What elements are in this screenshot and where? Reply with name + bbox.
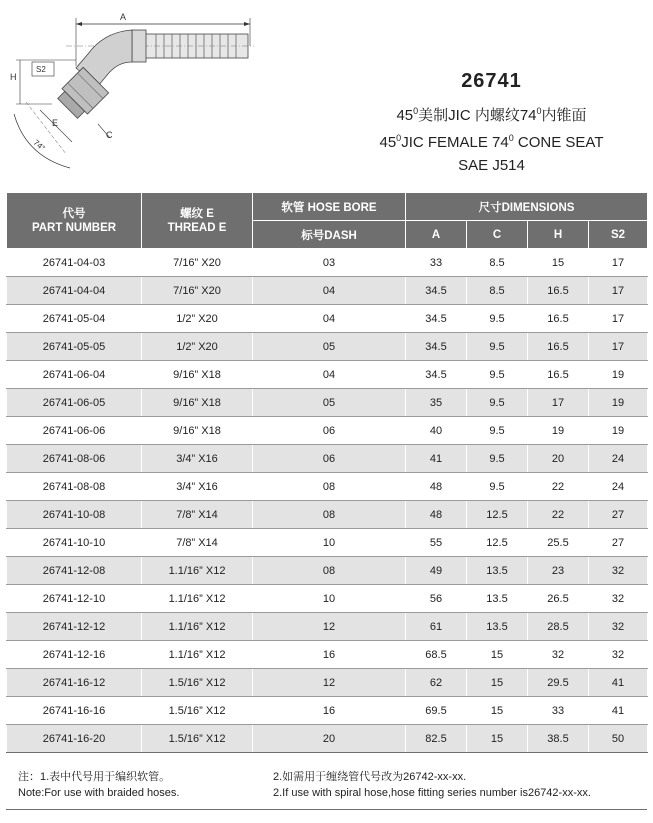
- cell-thread: 1/2” X20: [142, 305, 253, 333]
- column-header-thread: [142, 193, 253, 249]
- cell-h: 25.5: [528, 529, 589, 557]
- cell-s2: 17: [589, 249, 648, 277]
- cell-a: 62: [406, 669, 467, 697]
- cell-a: 34.5: [406, 305, 467, 333]
- dim-label-a: A: [120, 12, 127, 22]
- cell-h: 16.5: [528, 277, 589, 305]
- cell-thread: 1.5/16” X12: [142, 697, 253, 725]
- header-part-number-en: PART NUMBER: [31, 221, 117, 234]
- cell-s2: 50: [589, 725, 648, 753]
- dim-label-angle: 74°: [31, 138, 47, 153]
- cell-a: 34.5: [406, 361, 467, 389]
- note-1-cn: 注：1.表中代号用于编织软管。: [18, 771, 171, 783]
- title-en-angle: 45: [379, 134, 397, 151]
- cell-dash: 06: [253, 445, 406, 473]
- note-1: [18, 769, 179, 801]
- cell-h: 16.5: [528, 305, 589, 333]
- header-part-number-cn: 代号: [62, 207, 86, 220]
- cell-a: 33: [406, 249, 467, 277]
- cell-dash: 08: [253, 557, 406, 585]
- note-2-cn: 2.如需用于缠绕管代号改为26742-xx-xx.: [273, 771, 467, 783]
- cell-part: 26741-04-03: [7, 249, 142, 277]
- cell-dash: 04: [253, 305, 406, 333]
- table-row: [7, 585, 648, 613]
- cell-dash: 12: [253, 669, 406, 697]
- cell-c: 12.5: [467, 529, 528, 557]
- cell-part: 26741-04-04: [7, 277, 142, 305]
- cell-s2: 41: [589, 669, 648, 697]
- cell-c: 12.5: [467, 501, 528, 529]
- cell-h: 19: [528, 417, 589, 445]
- column-header-h: H: [528, 221, 589, 249]
- cell-dash: 08: [253, 473, 406, 501]
- cell-c: 15: [467, 669, 528, 697]
- table-row: [7, 669, 648, 697]
- cell-a: 55: [406, 529, 467, 557]
- cell-h: 16.5: [528, 361, 589, 389]
- cell-a: 48: [406, 501, 467, 529]
- cell-thread: 9/16” X18: [142, 361, 253, 389]
- column-header-a: A: [406, 221, 467, 249]
- cell-dash: 10: [253, 529, 406, 557]
- cell-part: 26741-06-05: [7, 389, 142, 417]
- cell-h: 28.5: [528, 613, 589, 641]
- cell-s2: 32: [589, 585, 648, 613]
- cell-h: 32: [528, 641, 589, 669]
- table-row: [7, 473, 648, 501]
- title-en-text-end: CONE SEAT: [513, 134, 604, 151]
- table-row: [7, 277, 648, 305]
- cell-thread: 9/16” X18: [142, 389, 253, 417]
- cell-c: 15: [467, 641, 528, 669]
- title-block: [330, 70, 653, 177]
- column-header-dash: 标号DASH: [253, 221, 406, 249]
- cell-part: 26741-06-04: [7, 361, 142, 389]
- standard-label: SAE J514: [458, 157, 525, 174]
- title-chinese: [330, 100, 653, 127]
- cell-a: 35: [406, 389, 467, 417]
- cell-part: 26741-16-12: [7, 669, 142, 697]
- table-row: [7, 641, 648, 669]
- header-thread-en: THREAD E: [167, 221, 227, 234]
- cell-thread: 7/16” X20: [142, 249, 253, 277]
- cell-a: 48: [406, 473, 467, 501]
- cell-part: 26741-05-04: [7, 305, 142, 333]
- table-row: [7, 305, 648, 333]
- dim-label-s2: S2: [36, 65, 46, 74]
- cell-thread: 7/8” X14: [142, 529, 253, 557]
- cell-s2: 27: [589, 501, 648, 529]
- cell-c: 8.5: [467, 249, 528, 277]
- cell-h: 22: [528, 473, 589, 501]
- cell-thread: 1.1/16” X12: [142, 613, 253, 641]
- title-cn-text: 美制JIC 内螺纹74: [418, 107, 537, 124]
- cell-thread: 1.1/16” X12: [142, 557, 253, 585]
- cell-thread: 9/16” X18: [142, 417, 253, 445]
- cell-c: 9.5: [467, 389, 528, 417]
- title-cn-text-end: 内锥面: [541, 107, 587, 124]
- cell-c: 9.5: [467, 445, 528, 473]
- cell-part: 26741-16-20: [7, 725, 142, 753]
- cell-s2: 17: [589, 277, 648, 305]
- cell-a: 34.5: [406, 333, 467, 361]
- cell-a: 41: [406, 445, 467, 473]
- cell-dash: 20: [253, 725, 406, 753]
- column-header-c: C: [467, 221, 528, 249]
- dim-label-e: E: [52, 118, 59, 128]
- cell-thread: 3/4” X16: [142, 445, 253, 473]
- cell-c: 9.5: [467, 333, 528, 361]
- header-thread-cn: 螺纹 E: [180, 207, 214, 220]
- cell-s2: 27: [589, 529, 648, 557]
- cell-thread: 3/4” X16: [142, 473, 253, 501]
- cell-h: 16.5: [528, 333, 589, 361]
- cell-thread: 7/8” X14: [142, 501, 253, 529]
- cell-part: 26741-06-06: [7, 417, 142, 445]
- column-header-s2: S2: [589, 221, 648, 249]
- title-en-text: JIC FEMALE 74: [401, 134, 509, 151]
- cell-c: 13.5: [467, 557, 528, 585]
- note-1-en: Note:For use with braided hoses.: [18, 787, 180, 799]
- cell-c: 9.5: [467, 361, 528, 389]
- cell-dash: 04: [253, 277, 406, 305]
- cell-c: 13.5: [467, 613, 528, 641]
- cell-c: 15: [467, 697, 528, 725]
- cell-thread: 1.1/16” X12: [142, 585, 253, 613]
- cell-thread: 1.5/16” X12: [142, 725, 253, 753]
- table-row: [7, 249, 648, 277]
- fitting-technical-drawing: [6, 6, 256, 176]
- degree-mark: 0: [396, 133, 402, 143]
- cell-part: 26741-12-10: [7, 585, 142, 613]
- cell-dash: 06: [253, 417, 406, 445]
- part-code: 26741: [461, 70, 522, 92]
- note-2-en: 2.If use with spiral hose,hose fitting series number is26742-xx-xx.: [273, 787, 591, 799]
- cell-a: 49: [406, 557, 467, 585]
- cell-part: 26741-08-08: [7, 473, 142, 501]
- specification-table: [6, 192, 648, 753]
- cell-s2: 32: [589, 613, 648, 641]
- cell-h: 38.5: [528, 725, 589, 753]
- cell-dash: 03: [253, 249, 406, 277]
- table-row: [7, 445, 648, 473]
- cell-h: 15: [528, 249, 589, 277]
- cell-h: 26.5: [528, 585, 589, 613]
- cell-dash: 16: [253, 697, 406, 725]
- cell-h: 22: [528, 501, 589, 529]
- column-header-dimensions: 尺寸DIMENSIONS: [406, 193, 648, 221]
- cell-h: 33: [528, 697, 589, 725]
- table-row: [7, 557, 648, 585]
- degree-mark: 0: [413, 106, 419, 116]
- cell-a: 82.5: [406, 725, 467, 753]
- cell-a: 61: [406, 613, 467, 641]
- cell-s2: 41: [589, 697, 648, 725]
- cell-a: 34.5: [406, 277, 467, 305]
- cell-thread: 1/2” X20: [142, 333, 253, 361]
- bottom-rule: [6, 809, 647, 810]
- cell-part: 26741-12-12: [7, 613, 142, 641]
- cell-part: 26741-08-06: [7, 445, 142, 473]
- cell-dash: 05: [253, 389, 406, 417]
- cell-s2: 17: [589, 333, 648, 361]
- cell-part: 26741-10-08: [7, 501, 142, 529]
- cell-dash: 05: [253, 333, 406, 361]
- table-row: [7, 697, 648, 725]
- cell-h: 17: [528, 389, 589, 417]
- cell-s2: 32: [589, 641, 648, 669]
- cell-c: 9.5: [467, 417, 528, 445]
- cell-part: 26741-10-10: [7, 529, 142, 557]
- cell-c: 9.5: [467, 305, 528, 333]
- cell-s2: 24: [589, 473, 648, 501]
- cell-h: 20: [528, 445, 589, 473]
- degree-mark: 0: [536, 106, 542, 116]
- column-header-part-number: [7, 193, 142, 249]
- cell-s2: 17: [589, 305, 648, 333]
- dim-label-c: C: [106, 130, 113, 140]
- cell-s2: 19: [589, 417, 648, 445]
- dim-label-h: H: [10, 72, 17, 82]
- title-english: [330, 127, 653, 154]
- cell-h: 29.5: [528, 669, 589, 697]
- cell-dash: 10: [253, 585, 406, 613]
- degree-mark: 0: [508, 133, 514, 143]
- cell-s2: 19: [589, 361, 648, 389]
- table-row: [7, 361, 648, 389]
- cell-dash: 04: [253, 361, 406, 389]
- cell-part: 26741-12-16: [7, 641, 142, 669]
- cell-dash: 08: [253, 501, 406, 529]
- table-row: [7, 389, 648, 417]
- cell-s2: 19: [589, 389, 648, 417]
- table-row: [7, 333, 648, 361]
- table-row: [7, 417, 648, 445]
- cell-c: 15: [467, 725, 528, 753]
- cell-part: 26741-05-05: [7, 333, 142, 361]
- cell-a: 56: [406, 585, 467, 613]
- table-row: [7, 725, 648, 753]
- title-cn-angle: 45: [396, 107, 414, 124]
- cell-thread: 1.5/16” X12: [142, 669, 253, 697]
- cell-dash: 16: [253, 641, 406, 669]
- cell-thread: 1.1/16” X12: [142, 641, 253, 669]
- cell-part: 26741-12-08: [7, 557, 142, 585]
- cell-a: 69.5: [406, 697, 467, 725]
- cell-c: 9.5: [467, 473, 528, 501]
- cell-s2: 32: [589, 557, 648, 585]
- cell-thread: 7/16” X20: [142, 277, 253, 305]
- cell-a: 68.5: [406, 641, 467, 669]
- cell-part: 26741-16-16: [7, 697, 142, 725]
- cell-c: 8.5: [467, 277, 528, 305]
- cell-s2: 24: [589, 445, 648, 473]
- cell-a: 40: [406, 417, 467, 445]
- table-row: [7, 529, 648, 557]
- note-2: [273, 769, 591, 801]
- table-body: [7, 249, 648, 753]
- cell-dash: 12: [253, 613, 406, 641]
- table-row: [7, 501, 648, 529]
- cell-h: 23: [528, 557, 589, 585]
- cell-c: 13.5: [467, 585, 528, 613]
- column-header-hose-bore: 软管 HOSE BORE: [253, 193, 406, 221]
- table-row: [7, 613, 648, 641]
